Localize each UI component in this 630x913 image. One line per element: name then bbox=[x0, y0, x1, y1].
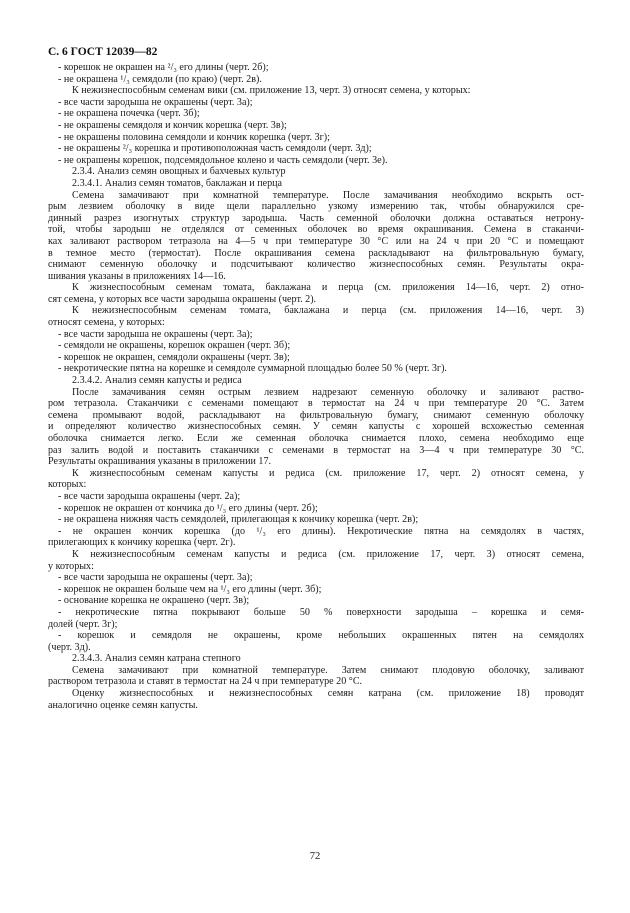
text-line: 2.3.4.1. Анализ семян томатов, баклажан и перца bbox=[72, 177, 283, 189]
text-line: - не окрашены половина семядоли и кончик корешка (черт. 3г); bbox=[58, 131, 330, 143]
text-line: - корешок не окрашен больше чем на ¹/₃ его длины (черт. 3б); bbox=[58, 583, 322, 595]
text-line: К жизнеспособным семенам капусты и редиса (см. приложение 17, черт. 2) относят семена, у bbox=[72, 467, 584, 479]
text-line: - основание корешка не окрашено (черт. 3в); bbox=[58, 595, 250, 607]
text-line: - некротические пятна на корешке и семядоле суммарной площадью более 50 % (черт. 3г). bbox=[58, 363, 447, 375]
text-line: долей (черт. 3г); bbox=[48, 618, 118, 630]
text-line: - некротические пятна покрывают больше 50 % поверхности зародыша – корешка и семя- bbox=[58, 606, 584, 618]
text-line: раз залить водой и поставить стаканчики с семенами в термостат на 3—4 ч при температуре 30 °С. bbox=[48, 444, 584, 456]
document-body bbox=[48, 62, 584, 711]
text-line: - семядоли не окрашены, корешок окрашен (черт. 3б); bbox=[58, 340, 291, 352]
text-line: и определяют количество жизнеспособных семян. У семян капусты с хорошей всхожестью семенная bbox=[48, 421, 584, 433]
text-line: оболочка снимается легко. Если же семенная оболочка снимается плохо, семена необходимо еще bbox=[48, 433, 584, 444]
text-line: относят семена, у которых: bbox=[48, 317, 165, 329]
text-line: - не окрашена почечка (черт. 3б); bbox=[58, 108, 200, 120]
text-line: - все части зародыша не окрашены (черт. 3а); bbox=[58, 96, 253, 108]
text-line: в темное место (термостат). После окрашивания семена раскладывают на фильтровальную бумагу, bbox=[48, 247, 584, 259]
text-line: - не окрашены корешок, подсемядольное колено и часть семядоли (черт. 3е). bbox=[58, 154, 388, 166]
text-line: - не окрашен кончик корешка (до ¹/₃ его длины). Некротические пятна на семядолях в частях, bbox=[58, 525, 584, 537]
page-number: 72 bbox=[309, 851, 321, 862]
text-line: - не окрашены семядоля и кончик корешка (черт. 3в); bbox=[58, 119, 287, 131]
text-line: у которых: bbox=[48, 560, 94, 572]
text-line: - все части зародыша не окрашены (черт. 3а); bbox=[58, 328, 253, 340]
text-line: - все части зародыша не окрашены (черт. 3а); bbox=[58, 572, 253, 584]
text-line: - корешок и семядоля не окрашены, кроме небольших окрашенных пятен на семядолях bbox=[58, 630, 584, 642]
text-line: рым лезвием оболочку в виде щели параллельно узкому измерению так, чтобы обнаружился сре- bbox=[48, 201, 584, 213]
text-line: - не окрашена ¹/₃ семядоли (по краю) (черт. 2в). bbox=[58, 73, 262, 85]
text-line: снимают семенную оболочку и подсчитывают количество жизнеспособных семян. Результаты окра- bbox=[48, 259, 584, 271]
text-line: семена промывают водой, раскладывают на фильтровальную бумагу, снимают семенную оболочку bbox=[48, 409, 584, 421]
text-line: 2.3.4. Анализ семян овощных и бахчевых культур bbox=[72, 166, 286, 178]
text-line: - не окрашена нижняя часть семядолей, прилегающая к кончику корешка (черт. 2в); bbox=[58, 514, 419, 526]
text-line: 2.3.4.3. Анализ семян катрана степного bbox=[72, 653, 241, 665]
text-line: - не окрашены ²/₃ корешка и противоположная часть семядоли (черт. 3д); bbox=[58, 143, 372, 155]
text-line: динный разрез изогнутых структур зародыша. Часть семенной оболочки должна оставаться нетрону- bbox=[48, 212, 584, 224]
text-line: ках заливают раствором тетразола на 4—5 ч при температуре 30 °С или на 24 ч при 20 °С и помещают bbox=[48, 235, 584, 247]
text-line: аналогично оценке семян капусты. bbox=[48, 699, 198, 711]
text-line: Оценку жизнеспособных и нежизнеспособных семян катрана (см. приложение 18) проводят bbox=[72, 688, 584, 700]
text-line: шивания указаны в приложениях 14—16. bbox=[48, 270, 226, 282]
text-line: - корешок не окрашен, семядоли окрашены (черт. 3в); bbox=[58, 351, 290, 363]
text-line: 2.3.4.2. Анализ семян капусты и редиса bbox=[72, 375, 242, 387]
text-line: К жизнеспособным семенам томата, баклажана и перца (см. приложения 14—16, черт. 2) отно- bbox=[72, 282, 584, 294]
page-header: С. 6 ГОСТ 12039—82 bbox=[48, 46, 158, 58]
text-line: - все части зародыша окрашены (черт. 2а); bbox=[58, 490, 241, 502]
text-line: (черт. 3д). bbox=[48, 641, 91, 653]
text-line: которых: bbox=[48, 479, 87, 491]
text-line: К нежизнеспособным семенам вики (см. приложение 13, черт. 3) относят семена, у которых: bbox=[72, 85, 471, 97]
text-line: Семена замачивают при комнатной температуре. Затем снимают плодовую оболочку, заливают bbox=[72, 664, 584, 676]
text-line: ром тетразола. Стаканчики с семенами помещают в термостат на 24 ч при температуре 20 °С. Затем bbox=[48, 398, 584, 410]
text-line: К нежизнеспособным семенам томата, баклажана и перца (см. приложения 14—16, черт. 3) bbox=[72, 305, 584, 317]
text-line: Результаты окрашивания указаны в приложении 17. bbox=[48, 456, 272, 468]
text-line: К нежизнеспособным семенам капусты и редиса (см. приложение 17, черт. 3) относят семена, bbox=[72, 548, 584, 560]
text-line: - корешок не окрашен на ²/₃ его длины (черт. 2б); bbox=[58, 62, 269, 73]
text-line: - корешок не окрашен от кончика до ¹/₃ его длины (черт. 2б); bbox=[58, 502, 318, 514]
text-line: После замачивания семян острым лезвием надрезают семенную оболочку и заливают раство- bbox=[72, 386, 584, 398]
text-line: прилегающих к кончику корешка (черт. 2г). bbox=[48, 537, 236, 549]
text-line: раствором тетразола и ставят в термостат на 24 ч при температуре 20 °С. bbox=[48, 676, 363, 688]
text-line: сят семена, у которых все части зародыша окрашены (черт. 2). bbox=[48, 293, 317, 305]
text-line: Семена замачивают при комнатной температуре. После замачивания необходимо вскрыть ост- bbox=[72, 189, 584, 201]
text-line: той, чтобы зародыш не отделялся от семенных оболочек во время окрашивания. Семена в стаканчи- bbox=[48, 224, 584, 236]
